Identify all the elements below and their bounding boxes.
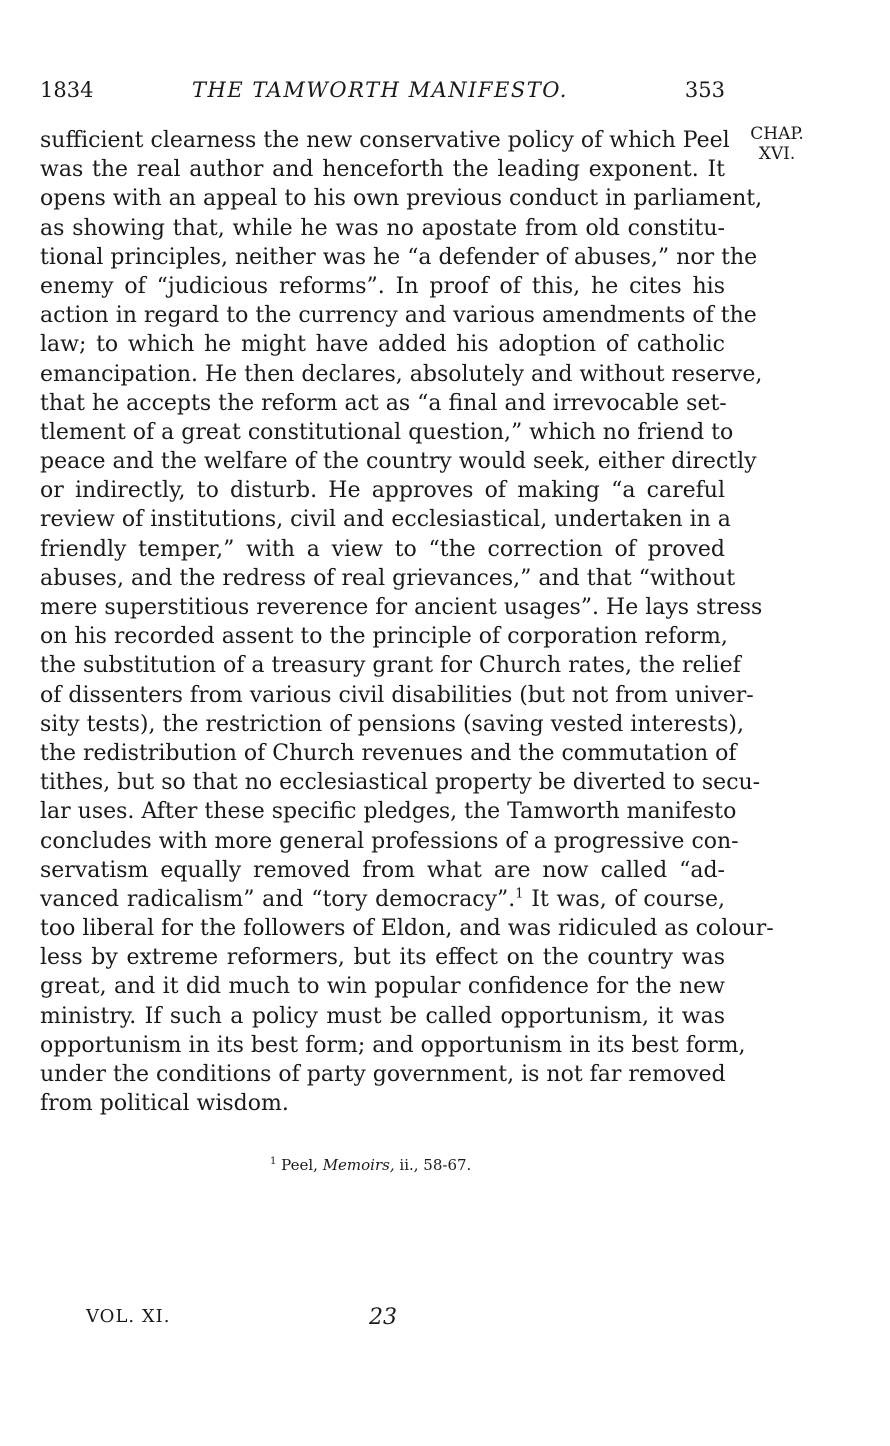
text-line: sity tests), the restriction of pensions (saving vested interests), bbox=[40, 711, 744, 737]
footnote-author: Peel, bbox=[281, 1156, 318, 1174]
text-line: from political wisdom. bbox=[40, 1091, 289, 1117]
text-line: mere superstitious reverence for ancient usages”. He lays stress bbox=[40, 595, 763, 620]
text-line: as showing that, while he was no apostate from old constitu- bbox=[40, 215, 725, 241]
text-line: tithes, but so that no ecclesiastical property be diverted to secu- bbox=[40, 770, 761, 796]
text-line: the redistribution of Church revenues and the commutation of bbox=[40, 740, 737, 766]
text-line: emancipation. He then declares, absolutely and without reserve, bbox=[40, 361, 763, 387]
footnote-work: Memoirs, bbox=[322, 1156, 395, 1174]
text-line: tlement of a great constitutional question,” which no friend to bbox=[40, 419, 734, 445]
text-line: the substitution of a treasury grant for Church rates, the relief bbox=[40, 653, 741, 679]
text-line: lar uses. After these specific pledges, the Tamworth manifesto bbox=[40, 799, 737, 825]
footnote-ref: ii., 58-67. bbox=[399, 1156, 472, 1174]
footnote-marker: 1 bbox=[515, 886, 524, 902]
text-line: abuses, and the redress of real grievances,” and that “without bbox=[40, 565, 736, 591]
text-line: friendly temper,” with a view to “the correction of proved bbox=[40, 536, 725, 562]
running-head bbox=[40, 76, 725, 108]
margin-note-chap: CHAP. bbox=[750, 124, 804, 144]
text-line: servatism equally removed from what are now called “ad- bbox=[40, 857, 725, 883]
text-line: opens with an appeal to his own previous conduct in parliament, bbox=[40, 186, 763, 212]
text-line: that he accepts the reform act as “a final and irrevocable set- bbox=[40, 390, 727, 416]
text-line-end: It was, of course, bbox=[523, 886, 725, 912]
text-line: too liberal for the followers of Eldon, and was ridiculed as colour- bbox=[40, 916, 774, 942]
chapter-margin-note bbox=[745, 124, 809, 164]
text-line: sufficient clearness the new conservative policy of which Peel bbox=[40, 128, 730, 153]
text-line: review of institutions, civil and ecclesiastical, undertaken in a bbox=[40, 507, 731, 533]
text-line: great, and it did much to win popular confidence for the new bbox=[40, 974, 725, 1000]
header-title: THE TAMWORTH MANIFESTO. bbox=[192, 78, 568, 102]
text-line: peace and the welfare of the country would seek, either directly bbox=[40, 449, 757, 475]
text-line-start: vanced radicalism” and “tory democracy”. bbox=[40, 886, 516, 912]
sheet-number: 23 bbox=[369, 1305, 397, 1330]
body-text bbox=[40, 126, 774, 1118]
text-line: opportunism in its best form; and opportunism in its best form, bbox=[40, 1032, 746, 1058]
margin-note-number: XVI. bbox=[758, 144, 796, 164]
footnote-number: 1 bbox=[270, 1156, 277, 1167]
footnote bbox=[270, 1156, 471, 1174]
text-line: tional principles, neither was he “a defender of abuses,” nor the bbox=[40, 244, 758, 270]
text-line: under the conditions of party government, is not far removed bbox=[40, 1062, 726, 1087]
text-line-with-footnote bbox=[40, 885, 725, 914]
text-line: on his recorded assent to the principle of corporation reform, bbox=[40, 624, 728, 650]
volume-signature: VOL. XI. bbox=[86, 1306, 171, 1327]
text-line: was the real author and henceforth the leading exponent. It bbox=[40, 157, 725, 183]
page-number: 353 bbox=[684, 78, 725, 102]
text-line: less by extreme reformers, but its effect on the country was bbox=[40, 945, 725, 971]
header-year: 1834 bbox=[40, 78, 94, 102]
text-line: of dissenters from various civil disabilities (but not from univer- bbox=[40, 682, 754, 708]
text-line: concludes with more general professions of a progressive con- bbox=[40, 828, 739, 854]
text-line: action in regard to the currency and various amendments of the bbox=[40, 303, 757, 329]
text-line: or indirectly, to disturb. He approves of making “a careful bbox=[40, 478, 725, 504]
text-line: enemy of “judicious reforms”. In proof of this, he cites his bbox=[40, 273, 725, 299]
text-line: ministry. If such a policy must be called opportunism, it was bbox=[40, 1003, 725, 1029]
text-line: law; to which he might have added his adoption of catholic bbox=[40, 332, 725, 358]
